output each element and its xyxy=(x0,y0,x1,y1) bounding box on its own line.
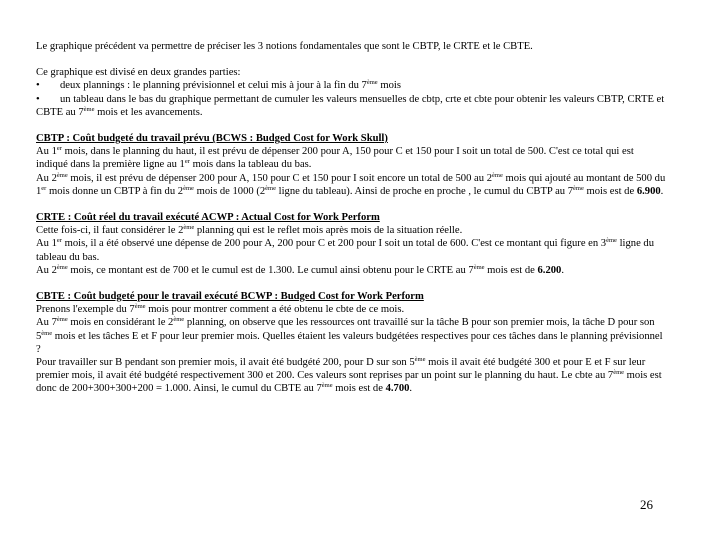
text-body xyxy=(36,40,668,396)
intro-paragraph: Le graphique précédent va permettre de préciser les 3 notions fondamentales que sont le CBTP, le CRTE et le CBTE. xyxy=(36,41,533,52)
page-number: 26 xyxy=(640,497,653,512)
bullet-dot-icon: • xyxy=(36,93,40,105)
division-lead: Ce graphique est divisé en deux grandes parties: xyxy=(36,67,241,79)
crte-paragraph-2: Au 1er mois, il a été observé une dépense de 200 pour A, 200 pour C et 200 pour I soit un total de 600. C'est ce montant qui figure en 3ème ligne du tableau du bas. xyxy=(36,237,655,263)
cbtp-paragraph-1: Au 1er mois, dans le planning du haut, il est prévu de dépenser 200 pour A, 150 pour C et 150 pour I soit un total de 500. C'est ce total qui est indiqué dans la première ligne au 1er mois dans la tableau du bas. xyxy=(36,145,634,171)
cbte-heading: CBTE : Coût budgeté pour le travail exécuté BCWP : Budged Cost for Work Perform xyxy=(36,291,424,303)
crte-paragraph-3: Au 2ème mois, ce montant est de 700 et le cumul est de 1.300. Le cumul ainsi obtenu pour le CRTE au 7ème mois est de 6.200. xyxy=(36,263,564,276)
crte-paragraph-1: Cette fois-ci, il faut considérer le 2ème planning qui est le reflet mois après mois de la situation réelle. xyxy=(36,224,463,237)
cbtp-heading: CBTP : Coût budgeté du travail prévu (BCWS : Budged Cost for Work Skull) xyxy=(36,133,388,145)
cbtp-total: 6.900 xyxy=(636,185,661,197)
crte-total: 6.200 xyxy=(537,264,562,276)
cbte-paragraph-3: Pour travailler sur B pendant son premier mois, il avait été budgété 200, pour D sur son 5ème mois il avait été budgété 300 et pour E et F sur leur premier mois, il avait été budgété respectivement 300 et 200. Ces valeurs sont reprises par un point sur le planning du haut. Le cbte au 7ème mois est donc de 200+300+300+200 = 1.000. Ainsi, le cumul du CBTE au 7ème mois est de 4.700. xyxy=(36,356,662,395)
bullet-item: • deux plannings : le planning prévisionnel et celui mis à jour à la fin du 7ème mois xyxy=(36,79,401,92)
cbte-total: 4.700 xyxy=(385,383,410,395)
bullet-item: • un tableau dans le bas du graphique permettant de cumuler les valeurs mensuelles de cbtp, crte et cbte pour obtenir les valeurs CBTP, CRTE et CBTE au 7ème mois et les avancements. xyxy=(36,93,665,118)
cbtp-paragraph-2: Au 2ème mois, il est prévu de dépenser 200 pour A, 150 pour C et 150 pour I soit encore un total de 500 au 2ème mois qui ajouté au montant de 500 du 1er mois donne un CBTP à fin du 2ème mois de 1000 (2ème ligne du tableau). Ainsi de proche en proche , le cumul du CBTP au 7ème mois est de 6.900. xyxy=(36,171,666,197)
cbte-paragraph-2: Au 7ème mois en considérant le 2ème planning, on observe que les ressources ont travaillé sur la tâche B pour son premier mois, la tâche D pour son 5ème mois et les tâches E et F pour leur premier mois. Quelles étaient les valeurs budgétées respectives pour ces tâches dans le planning prévisionnel ? xyxy=(36,316,663,355)
bullet-dot-icon: • xyxy=(36,80,40,92)
crte-heading: CRTE : Coût réel du travail exécuté ACWP : Actual Cost for Work Perform xyxy=(36,212,380,224)
cbte-paragraph-1: Prenons l'exemple du 7ème mois pour montrer comment a été obtenu le cbte de ce mois. xyxy=(36,303,405,316)
